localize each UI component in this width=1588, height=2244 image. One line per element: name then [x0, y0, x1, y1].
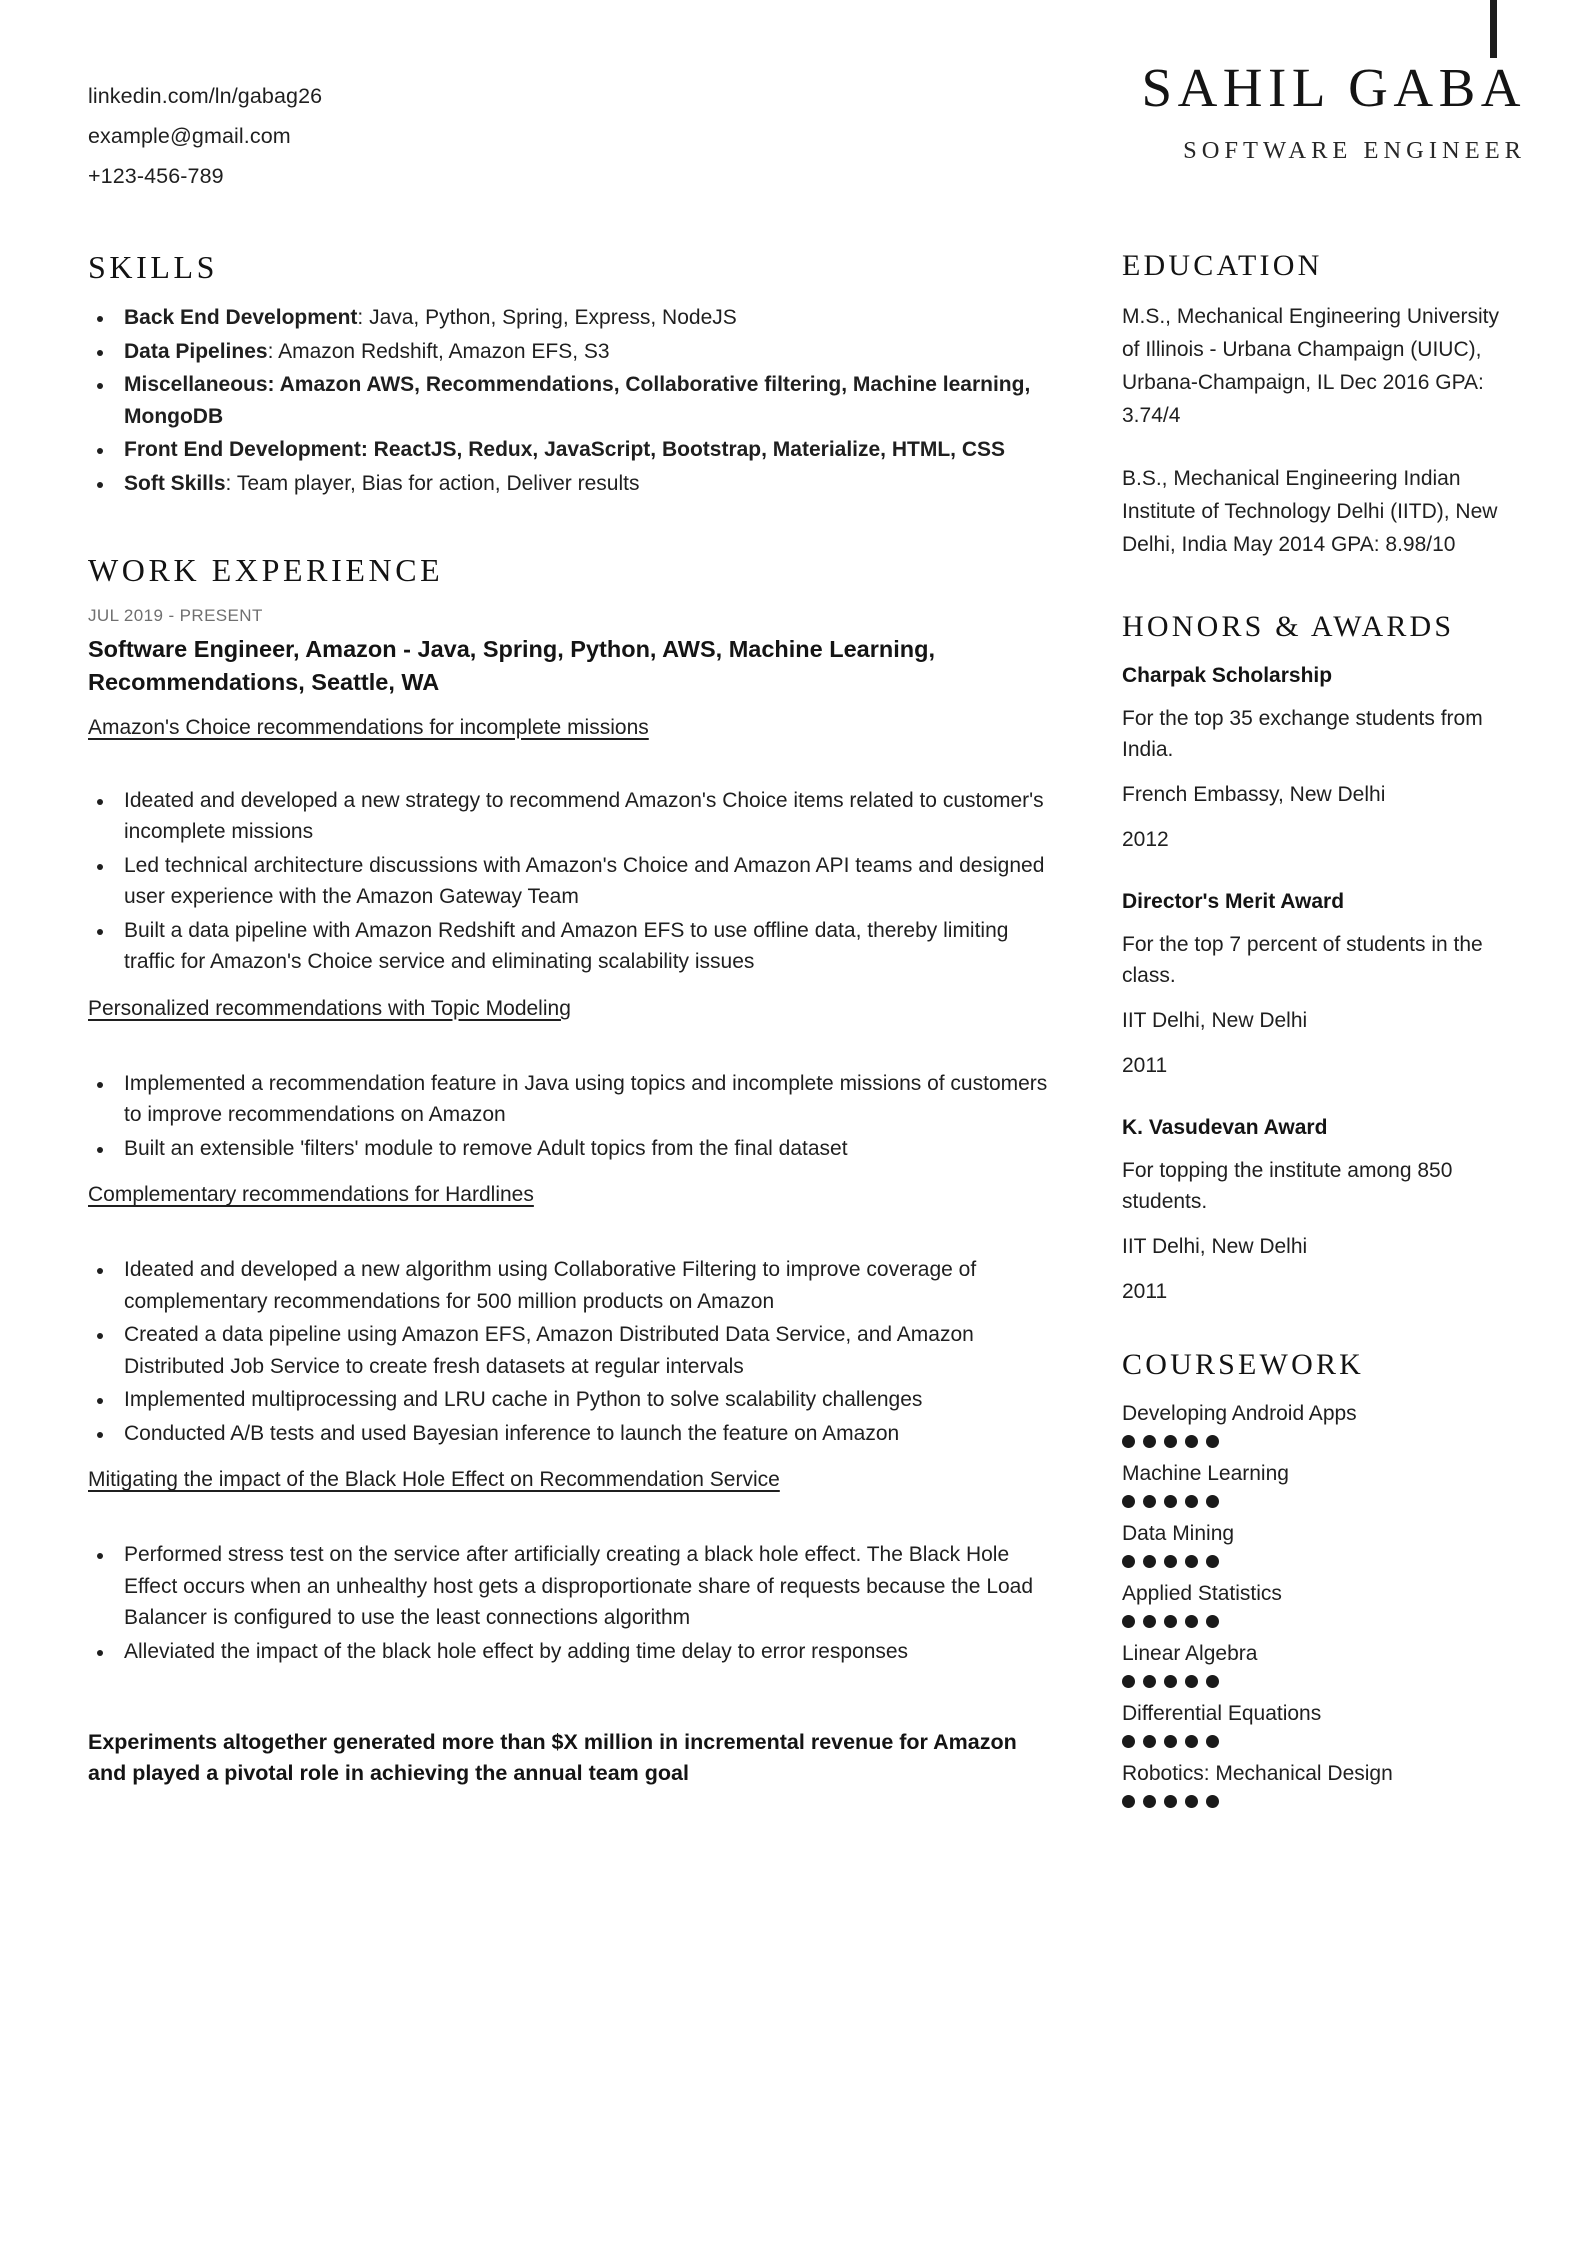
honors-heading: HONORS & AWARDS [1122, 610, 1455, 643]
rating-dot-icon [1164, 1555, 1177, 1568]
coursework-section [1122, 1347, 1522, 1808]
education-entry: B.S., Mechanical Engineering Indian Institute of Technology Delhi (IITD), New Delhi, India May 2014 GPA: 8.98/10 [1122, 467, 1498, 556]
coursework-name: Developing Android Apps [1122, 1402, 1357, 1425]
coursework-item [1122, 1579, 1522, 1628]
coursework-item [1122, 1639, 1522, 1688]
coursework-item [1122, 1759, 1522, 1808]
coursework-item [1122, 1399, 1522, 1448]
education-section [1122, 248, 1522, 561]
skill-label: Data Pipelines [124, 339, 268, 363]
award-entry [1122, 1113, 1522, 1307]
contact-email[interactable]: example@gmail.com [88, 124, 291, 148]
coursework-rating-dots [1122, 1675, 1522, 1688]
work-summary: Experiments altogether generated more than $X million in incremental revenue for Amazon and played a pivotal role in achieving the annual team goal [88, 1730, 1017, 1786]
project-bullets [88, 1539, 1058, 1667]
project-title: Complementary recommendations for Hardlines [88, 1183, 534, 1207]
project-block [88, 1465, 1058, 1667]
coursework-name: Robotics: Mechanical Design [1122, 1762, 1393, 1785]
award-description: For the top 35 exchange students from India. [1122, 707, 1483, 761]
coursework-name: Applied Statistics [1122, 1582, 1282, 1605]
rating-dot-icon [1122, 1495, 1135, 1508]
project-bullet: Built an extensible 'filters' module to remove Adult topics from the final dataset [88, 1133, 1058, 1165]
rating-dot-icon [1143, 1735, 1156, 1748]
project-block [88, 994, 1058, 1165]
rating-dot-icon [1206, 1555, 1219, 1568]
project-title: Amazon's Choice recommendations for incomplete missions [88, 715, 649, 739]
coursework-rating-dots [1122, 1795, 1522, 1808]
skill-item [88, 369, 1058, 432]
award-name: Director's Merit Award [1122, 890, 1345, 913]
rating-dot-icon [1122, 1435, 1135, 1448]
rating-dot-icon [1122, 1795, 1135, 1808]
rating-dot-icon [1206, 1495, 1219, 1508]
work-experience-section [88, 551, 1058, 1789]
project-bullets [88, 1068, 1058, 1165]
project-bullet: Alleviated the impact of the black hole effect by adding time delay to error responses [88, 1636, 1058, 1668]
award-description: For the top 7 percent of students in the class. [1122, 933, 1483, 987]
coursework-rating-dots [1122, 1735, 1522, 1748]
rating-dot-icon [1164, 1435, 1177, 1448]
coursework-item [1122, 1459, 1522, 1508]
project-bullet: Conducted A/B tests and used Bayesian inference to launch the feature on Amazon [88, 1418, 1058, 1450]
award-year: 2011 [1122, 1054, 1168, 1077]
coursework-name: Differential Equations [1122, 1702, 1322, 1725]
skill-label: Back End Development [124, 306, 358, 330]
rating-dot-icon [1185, 1675, 1198, 1688]
candidate-name: SAHIL GABA [1141, 57, 1526, 118]
coursework-name: Linear Algebra [1122, 1642, 1258, 1665]
rating-dot-icon [1143, 1555, 1156, 1568]
award-organization: IIT Delhi, New Delhi [1122, 1009, 1308, 1032]
skill-value: : Java, Python, Spring, Express, NodeJS [357, 306, 737, 330]
rating-dot-icon [1143, 1495, 1156, 1508]
award-year: 2011 [1122, 1280, 1168, 1303]
left-column [88, 248, 1058, 1789]
project-bullets [88, 785, 1058, 978]
projects-container [88, 713, 1058, 1668]
right-column [1122, 248, 1522, 1856]
rating-dot-icon [1122, 1675, 1135, 1688]
rating-dot-icon [1164, 1735, 1177, 1748]
coursework-rating-dots [1122, 1555, 1522, 1568]
skills-section [88, 248, 1058, 499]
award-description: For topping the institute among 850 students. [1122, 1159, 1453, 1213]
coursework-name: Data Mining [1122, 1522, 1235, 1545]
rating-dot-icon [1206, 1735, 1219, 1748]
award-entry [1122, 887, 1522, 1081]
award-organization: IIT Delhi, New Delhi [1122, 1235, 1308, 1258]
skill-item [88, 434, 1058, 466]
education-entry: M.S., Mechanical Engineering University of Illinois - Urbana Champaign (UIUC), Urbana-Champaign, IL Dec 2016 GPA: 3.74/4 [1122, 305, 1499, 427]
skill-item [88, 302, 1058, 334]
rating-dot-icon [1206, 1435, 1219, 1448]
rating-dot-icon [1143, 1615, 1156, 1628]
award-organization: French Embassy, New Delhi [1122, 783, 1386, 806]
skills-list [88, 302, 1058, 499]
project-bullet: Created a data pipeline using Amazon EFS, Amazon Distributed Data Service, and Amazon Distributed Job Service to create fresh datasets at regular intervals [88, 1319, 1058, 1382]
rating-dot-icon [1164, 1795, 1177, 1808]
rating-dot-icon [1185, 1495, 1198, 1508]
skill-item [88, 468, 1058, 500]
award-year: 2012 [1122, 828, 1169, 851]
coursework-rating-dots [1122, 1495, 1522, 1508]
project-bullet: Ideated and developed a new strategy to recommend Amazon's Choice items related to customer's incomplete missions [88, 785, 1058, 848]
coursework-item [1122, 1699, 1522, 1748]
project-bullet: Led technical architecture discussions with Amazon's Choice and Amazon API teams and designed user experience with the Amazon Gateway Team [88, 850, 1058, 913]
project-bullet: Performed stress test on the service after artificially creating a black hole effect. The Black Hole Effect occurs when an unhealthy host gets a disproportionate share of requests because the Load Balancer is configured to use the least connections algorithm [88, 1539, 1058, 1634]
awards-container [1122, 661, 1522, 1307]
contact-linkedin[interactable]: linkedin.com/ln/gabag26 [88, 84, 323, 108]
rating-dot-icon [1122, 1735, 1135, 1748]
coursework-rating-dots [1122, 1615, 1522, 1628]
project-bullet: Implemented multiprocessing and LRU cache in Python to solve scalability challenges [88, 1384, 1058, 1416]
coursework-rating-dots [1122, 1435, 1522, 1448]
coursework-container [1122, 1399, 1522, 1808]
coursework-item [1122, 1519, 1522, 1568]
skill-item [88, 336, 1058, 368]
skill-value: : Team player, Bias for action, Deliver results [225, 471, 640, 495]
project-block [88, 713, 1058, 978]
rating-dot-icon [1122, 1615, 1135, 1628]
coursework-name: Machine Learning [1122, 1462, 1289, 1485]
project-title: Personalized recommendations with Topic Modeling [88, 996, 571, 1020]
rating-dot-icon [1206, 1615, 1219, 1628]
contact-info [88, 76, 322, 196]
rating-dot-icon [1185, 1735, 1198, 1748]
rating-dot-icon [1164, 1675, 1177, 1688]
job-dates: JUL 2019 - PRESENT [88, 605, 263, 625]
skill-label: Miscellaneous: Amazon AWS, Recommendations, Collaborative filtering, Machine learning, MongoDB [124, 373, 1031, 428]
skills-heading: SKILLS [88, 249, 219, 285]
rating-dot-icon [1185, 1615, 1198, 1628]
rating-dot-icon [1143, 1435, 1156, 1448]
project-bullets [88, 1254, 1058, 1449]
work-heading: WORK EXPERIENCE [88, 552, 444, 589]
candidate-title: SOFTWARE ENGINEER [1183, 137, 1526, 164]
education-heading: EDUCATION [1122, 249, 1323, 282]
rating-dot-icon [1185, 1435, 1198, 1448]
rating-dot-icon [1185, 1555, 1198, 1568]
project-bullet: Built a data pipeline with Amazon Redshift and Amazon EFS to use offline data, thereby limiting traffic for Amazon's Choice service and eliminating scalability issues [88, 915, 1058, 978]
education-entries [1122, 300, 1522, 561]
rating-dot-icon [1122, 1555, 1135, 1568]
rating-dot-icon [1143, 1795, 1156, 1808]
rating-dot-icon [1164, 1615, 1177, 1628]
project-bullet: Ideated and developed a new algorithm using Collaborative Filtering to improve coverage of complementary recommendations for 500 million products on Amazon [88, 1254, 1058, 1317]
skill-label: Front End Development: ReactJS, Redux, JavaScript, Bootstrap, Materialize, HTML, CSS [124, 438, 1006, 462]
job-title-line: Software Engineer, Amazon - Java, Spring, Python, AWS, Machine Learning, Recommendations, Seattle, WA [88, 635, 936, 695]
rating-dot-icon [1143, 1675, 1156, 1688]
award-name: K. Vasudevan Award [1122, 1116, 1328, 1139]
award-name: Charpak Scholarship [1122, 664, 1333, 687]
project-title: Mitigating the impact of the Black Hole Effect on Recommendation Service [88, 1468, 780, 1492]
coursework-heading: COURSEWORK [1122, 1348, 1365, 1381]
honors-section [1122, 609, 1522, 1307]
rating-dot-icon [1164, 1495, 1177, 1508]
rating-dot-icon [1206, 1795, 1219, 1808]
name-block [726, 57, 1526, 165]
award-entry [1122, 661, 1522, 855]
skill-value: : Amazon Redshift, Amazon EFS, S3 [267, 339, 610, 363]
skill-label: Soft Skills [124, 471, 226, 495]
rating-dot-icon [1206, 1675, 1219, 1688]
project-bullet: Implemented a recommendation feature in Java using topics and incomplete missions of customers to improve recommendations on Amazon [88, 1068, 1058, 1131]
rating-dot-icon [1185, 1795, 1198, 1808]
contact-phone[interactable]: +123-456-789 [88, 164, 224, 188]
project-block [88, 1180, 1058, 1449]
resume-header [0, 0, 1588, 230]
